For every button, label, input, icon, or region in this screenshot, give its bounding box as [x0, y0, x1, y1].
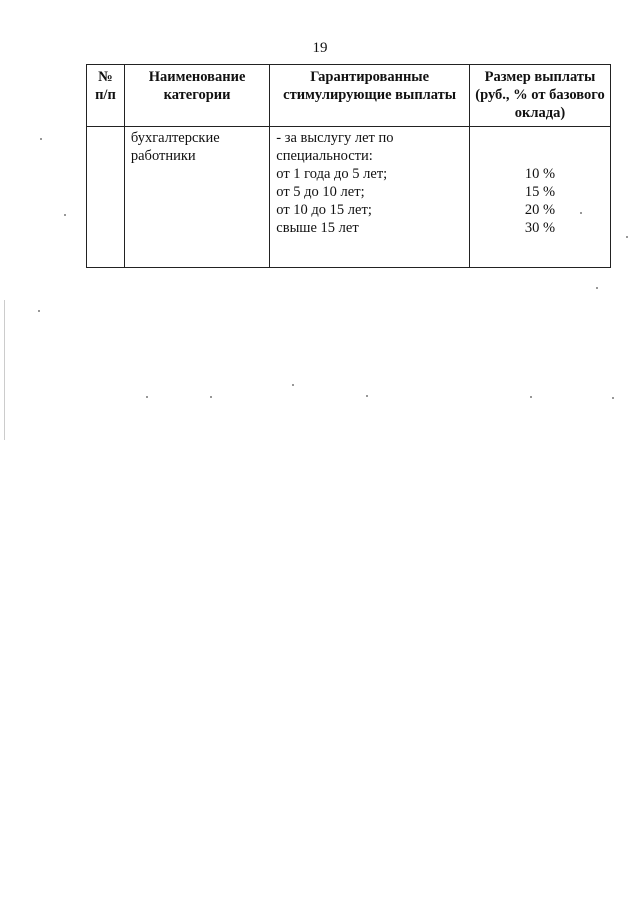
- header-amount-line: оклада): [514, 105, 566, 121]
- header-number-line: №: [98, 69, 113, 85]
- header-amount: [470, 65, 611, 127]
- header-category: [124, 65, 269, 127]
- payment-line: от 1 года до 5 лет;: [276, 166, 388, 182]
- header-number-line: п/п: [95, 87, 116, 103]
- scan-speck: [64, 214, 66, 216]
- payment-line: - за выслугу лет по: [276, 130, 394, 146]
- header-category-line: Наименование: [148, 69, 246, 85]
- payment-line: от 10 до 15 лет;: [276, 202, 372, 218]
- table-row: [87, 127, 611, 268]
- header-payments-line: Гарантированные: [310, 69, 430, 85]
- row-category-cell: [124, 127, 269, 268]
- header-amount-line: (руб., % от базового: [475, 87, 605, 103]
- payment-line: свыше 15 лет: [276, 220, 359, 236]
- amount-value: 10 %: [524, 166, 556, 182]
- table-header-row: [87, 65, 611, 127]
- scan-speck: [210, 396, 212, 398]
- header-payments-line: стимулирующие выплаты: [283, 87, 457, 103]
- row-number-cell: [87, 127, 125, 268]
- payment-table: [86, 64, 611, 268]
- amount-spacer: [476, 129, 604, 165]
- scan-speck: [40, 138, 42, 140]
- payment-line: от 5 до 10 лет;: [276, 184, 365, 200]
- scan-speck: [612, 397, 614, 399]
- amount-value: 30 %: [524, 220, 556, 236]
- payment-line: специальности:: [276, 148, 373, 164]
- header-amount-line: Размер выплаты: [484, 69, 596, 85]
- header-category-line: категории: [163, 87, 231, 103]
- row-payments-cell: [270, 127, 470, 268]
- scan-speck: [596, 287, 598, 289]
- scan-margin-line: [4, 300, 5, 440]
- amount-value: 15 %: [524, 184, 556, 200]
- scan-speck: [626, 236, 628, 238]
- page-number: 19: [312, 40, 328, 56]
- scan-speck: [146, 396, 148, 398]
- scan-speck: [292, 384, 294, 386]
- scan-speck: [580, 212, 582, 214]
- scan-speck: [38, 310, 40, 312]
- row-amount-cell: [470, 127, 611, 268]
- category-line: бухгалтерские: [130, 130, 220, 146]
- header-payments: [270, 65, 470, 127]
- category-line: работники: [130, 148, 196, 164]
- scan-speck: [530, 396, 532, 398]
- scan-speck: [366, 395, 368, 397]
- header-number: [87, 65, 125, 127]
- amount-value: 20 %: [524, 202, 556, 218]
